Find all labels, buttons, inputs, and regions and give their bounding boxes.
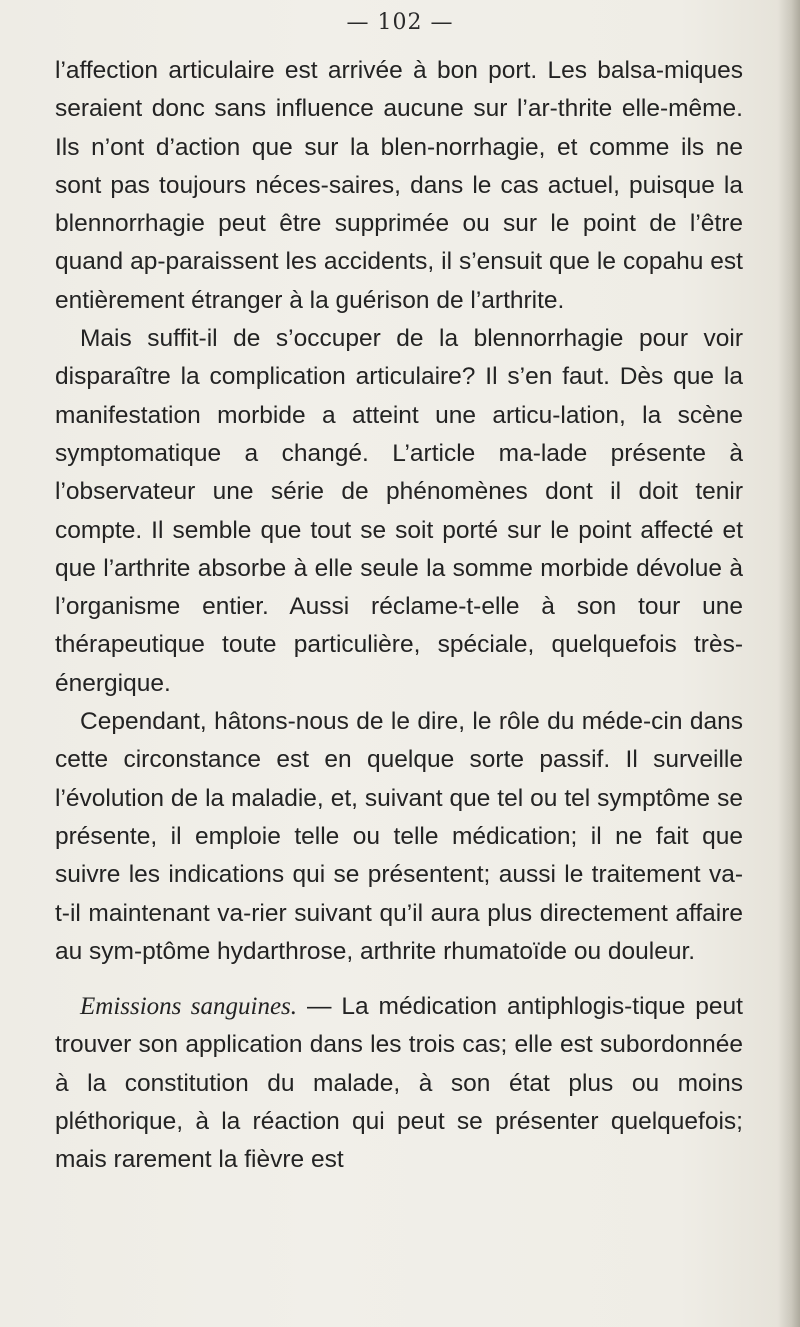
section-title: Emissions sanguines.: [80, 993, 298, 1021]
paragraph-3: Cependant, hâtons-nous de le dire, le rôle du méde-cin dans cette circonstance est en quelque sorte passif. Il surveille l’évolution de la maladie, et, suivant que tel ou tel symptôme se présente, il emploie telle ou telle médication; il ne fait que suivre les indications qui se présentent; aussi le traitement va-t-il maintenant va-rier suivant qu’il aura plus directement affaire au sym-ptôme hydarthrose, arthrite rhumatoïde ou douleur.: [55, 708, 743, 965]
body-text: [55, 52, 743, 1180]
paragraph-1: l’affection articulaire est arrivée à bon port. Les balsa-miques seraient donc sans influence aucune sur l’ar-thrite elle-même. Ils n’ont d’action que sur la blen-norrhagie, et comme ils ne sont pas toujours néces-saires, dans le cas actuel, puisque la blennorrhagie peut être supprimée ou sur le point de l’être quand ap-paraissent les accidents, il s’ensuit que le copahu est entièrement étranger à la guérison de l’arthrite.: [55, 57, 743, 314]
section-text: — La médication antiphlogis-tique peut trouver son application dans les trois cas; elle est subordonnée à la constitution du malade, à son état plus ou moins pléthorique, à la réaction qui peut se présenter quelquefois; mais rarement la fièvre est: [55, 993, 743, 1174]
page-number: — 102 —: [346, 10, 454, 35]
paragraph-2: Mais suffit-il de s’occuper de la blennorrhagie pour voir disparaître la complication articulaire? Il s’en faut. Dès que la manifestation morbide a atteint une articu-lation, la scène symptomatique a changé. L’article ma-lade présente à l’observateur une série de phénomènes dont il doit tenir compte. Il semble que tout se soit porté sur le point affecté et que l’arthrite absorbe à elle seule la somme morbide dévolue à l’organisme entier. Aussi réclame-t-elle à son tour une thérapeutique toute particulière, spéciale, quelquefois très-énergique.: [55, 325, 743, 697]
page-edge-shadow: [778, 0, 800, 1327]
section-paragraph: [55, 988, 743, 1179]
